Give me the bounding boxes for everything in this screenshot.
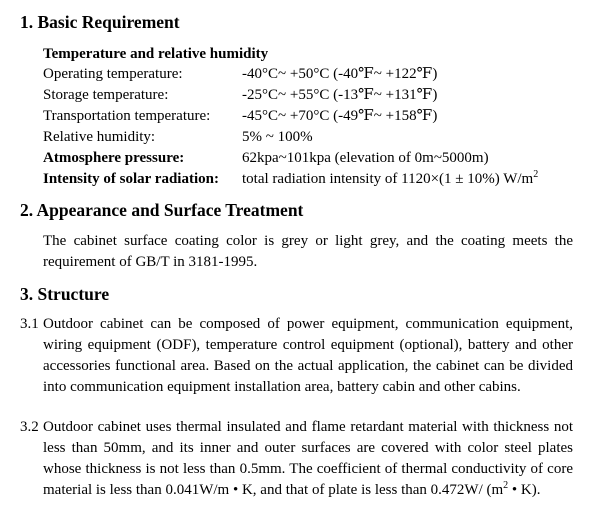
list-item-number: 3.2	[20, 419, 39, 435]
spec-label: Transportation temperature:	[43, 108, 211, 124]
spec-label: Storage temperature:	[43, 87, 169, 103]
list-item-text-part: Outdoor cabinet uses thermal insulated and flame retardant material with thickness not less than 50mm, and its inner and outer surfaces are covered with color steel plates whose thickness is not less than 0.5mm. The coefficient of thermal conductivity of core material is less than 0.041W/m • K, and that of plate is less than 0.472W/ (m	[43, 419, 573, 498]
spec-label: Operating temperature:	[43, 66, 183, 82]
list-item-text	[43, 417, 573, 501]
section-2-paragraph: The cabinet surface coating color is grey or light grey, and the coating meets the requirement of GB/T in 3181-1995.	[43, 233, 573, 270]
list-item-text-part: • K).	[508, 482, 541, 498]
spec-value	[242, 169, 538, 189]
spec-label: Relative humidity:	[43, 129, 156, 145]
list-item-text: Outdoor cabinet can be composed of power equipment, communication equipment, wiring equipment (ODF), temperature control equipment (optional), battery and other accessories functional area. Based on the actual application, the cabinet can be divided into communication equipment installation area, battery cabin and other cabins.	[43, 316, 573, 395]
spec-value: 62kpa~101kpa (elevation of 0m~5000m)	[242, 150, 489, 166]
temperature-humidity-subheading: Temperature and relative humidity	[43, 46, 269, 62]
spec-value: -45°C~ +70°C (-49℉~ +158℉)	[242, 108, 438, 124]
section-2-heading: 2. Appearance and Surface Treatment	[20, 200, 304, 220]
spec-label: Intensity of solar radiation:	[43, 171, 219, 187]
superscript: 2	[503, 480, 509, 491]
spec-value: 5% ~ 100%	[242, 129, 313, 145]
spec-label: Atmosphere pressure:	[43, 150, 185, 166]
section-3-heading: 3. Structure	[20, 284, 110, 304]
spec-value-text: total radiation intensity of 1120×(1 ± 10%) W/m	[242, 171, 534, 187]
section-1-heading: 1. Basic Requirement	[20, 12, 180, 32]
spec-value: -25°C~ +55°C (-13℉~ +131℉)	[242, 87, 438, 103]
superscript: 2	[533, 169, 539, 180]
spec-value: -40°C~ +50°C (-40℉~ +122℉)	[242, 66, 438, 82]
list-item-number: 3.1	[20, 316, 39, 332]
